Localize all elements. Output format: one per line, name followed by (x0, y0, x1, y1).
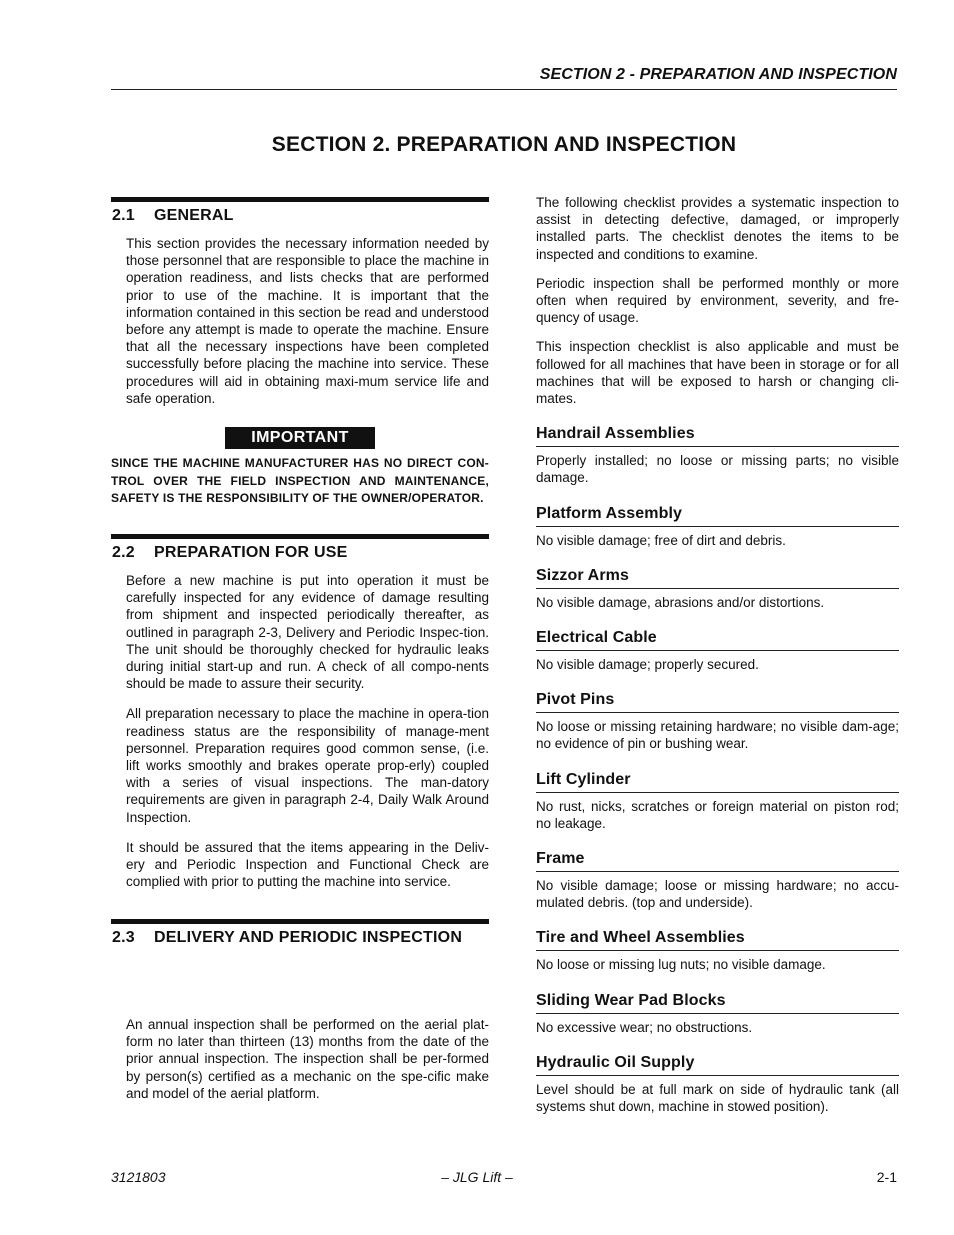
delivery-paragraph: An annual inspection shall be performed on the aerial plat-form no later than thirteen (13) months from the date of the prior annual inspection. The inspection shall be per-formed by person(s) certified as a mechanic on the spe-cific make and model of the aerial platform. (126, 1017, 489, 1101)
checklist-item (536, 629, 899, 673)
section-rule (111, 534, 489, 539)
checklist-item-text: No loose or missing lug nuts; no visible damage. (536, 957, 826, 973)
footer-publisher: – JLG Lift – (441, 1169, 513, 1185)
header-rule (111, 89, 897, 90)
section-heading (112, 207, 489, 225)
checklist-item (536, 567, 899, 611)
section-rule (111, 197, 489, 202)
checklist-item-title: Lift Cylinder (536, 771, 899, 793)
checklist-item-text: No visible damage; properly secured. (536, 657, 759, 673)
section-title: GENERAL (154, 207, 234, 224)
checklist-item-text: No visible damage, abrasions and/or distortions. (536, 594, 825, 610)
checklist-item-title: Sliding Wear Pad Blocks (536, 992, 899, 1014)
footer-document-number: 3121803 (111, 1169, 166, 1185)
checklist-item-title: Frame (536, 850, 899, 872)
general-paragraph: This section provides the necessary information needed by those personnel that are responsible to place the machine in operation readiness, and lists checks that are performed prior to use of the machine. It is important that the information contained in this section be read and understood before any attempt is made to operate the machine. Ensure that all the necessary inspections have been completed successfully before placing the machine into service. These procedures will aid in obtaining maxi-mum service life and safe operation. (126, 236, 489, 406)
checklist-item-title: Tire and Wheel Assemblies (536, 929, 899, 951)
checklist-item-text: Level should be at full mark on side of hydraulic tank (all systems shut down, machine in stowed position). (536, 1081, 899, 1115)
preparation-paragraph: Before a new machine is put into operation it must be carefully inspected for any evidence of damage resulting from shipment and inspected periodically thereafter, as outlined in paragraph 2-3, Delivery and Periodic Inspec-tion. The unit should be thoroughly checked for hydraulic leaks during initial start-up and run. A check of all compo-nents should be made to assure their security. (126, 573, 489, 692)
checklist-item-text: Properly installed; no loose or missing parts; no visible damage. (536, 453, 899, 486)
section-number: 2.2 (112, 544, 135, 561)
section-rule (111, 919, 489, 924)
checklist-item-title: Electrical Cable (536, 629, 899, 651)
checklist-item-text: No visible damage; loose or missing hardware; no accu-mulated debris. (top and underside). (536, 878, 899, 911)
checklist-item (536, 850, 899, 911)
section-heading (112, 544, 489, 562)
intro-paragraph: The following checklist provides a systematic inspection to assist in detecting defective, damaged, or improperly installed parts. The checklist denotes the items to be inspected and conditions to examine. (536, 195, 899, 262)
checklist-item-text: No excessive wear; no obstructions. (536, 1019, 753, 1035)
checklist-item-text: No visible damage; free of dirt and debris. (536, 532, 786, 548)
section-number: 2.3 (112, 929, 135, 946)
checklist-item (536, 691, 899, 752)
checklist-item (536, 1054, 899, 1115)
intro-paragraph: Periodic inspection shall be performed monthly or more often when required by environment, severity, and fre-quency of usage. (536, 275, 899, 326)
checklist-item-title: Sizzor Arms (536, 567, 899, 589)
important-block (111, 427, 489, 449)
checklist-item-title: Pivot Pins (536, 691, 899, 713)
checklist-item-title: Platform Assembly (536, 505, 899, 527)
section-number: 2.1 (112, 207, 135, 224)
checklist-item (536, 992, 899, 1036)
running-header: SECTION 2 - PREPARATION AND INSPECTION (539, 66, 897, 83)
section-delivery (111, 919, 489, 1102)
section-title: DELIVERY AND PERIODIC INSPECTION (154, 929, 463, 946)
section-preparation (111, 534, 489, 890)
section-general (111, 197, 489, 508)
checklist-item (536, 425, 899, 486)
checklist-item-title: Handrail Assemblies (536, 425, 899, 447)
checklist-item-text: No rust, nicks, scratches or foreign material on piston rod; no leakage. (536, 798, 899, 831)
right-column (536, 194, 899, 1115)
checklist-item (536, 505, 899, 549)
page-title: SECTION 2. PREPARATION AND INSPECTION (271, 133, 737, 156)
footer-page-number: 2-1 (876, 1169, 897, 1185)
important-text: SINCE THE MACHINE MANUFACTURER HAS NO DIRECT CON-TROL OVER THE FIELD INSPECTION AND MAINTENANCE, SAFETY IS THE RESPONSIBILITY OF THE OWNER/OPERATOR. (111, 456, 489, 506)
intro-paragraph: This inspection checklist is also applicable and must be followed for all machines that have been in storage or for all machines that will be exposed to harsh or changing cli-mates. (536, 339, 899, 407)
checklist-item (536, 771, 899, 832)
checklist-item (536, 929, 899, 973)
preparation-paragraph: All preparation necessary to place the machine in opera-tion readiness status are the responsibility of manage-ment personnel. Preparation requires good common sense, (i.e. lift works smoothly and brakes operate prop-erly) coupled with a series of visual inspections. The man-datory requirements are given in paragraph 2-4, Daily Walk Around Inspection. (126, 706, 489, 825)
important-label: IMPORTANT (225, 427, 375, 449)
section-heading (112, 929, 489, 947)
section-title: PREPARATION FOR USE (154, 544, 348, 561)
checklist-item-title: Hydraulic Oil Supply (536, 1054, 899, 1076)
preparation-paragraph: It should be assured that the items appearing in the Deliv-ery and Periodic Inspection and Functional Check are complied with prior to putting the machine into service. (126, 839, 489, 890)
checklist-item-text: No loose or missing retaining hardware; no visible dam-age; no evidence of pin or bushing wear. (536, 719, 899, 752)
